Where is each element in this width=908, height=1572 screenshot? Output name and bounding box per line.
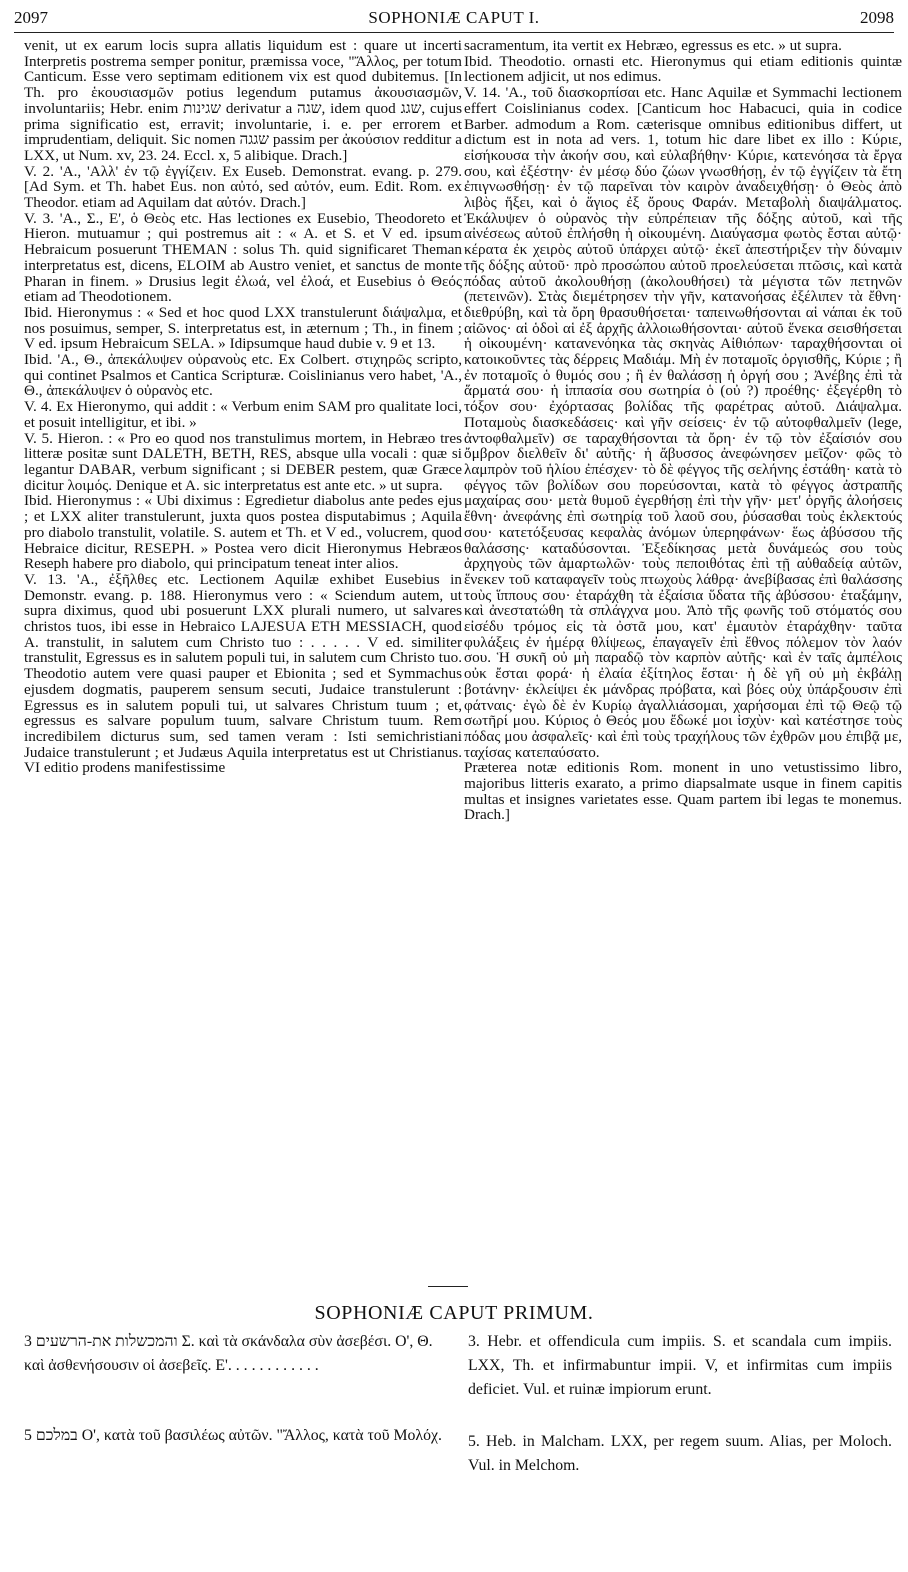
paragraph-9: V. 13. 'Α., ἐξῆλθες etc. Lectionem Aquilæ exhibet Eusebius in Demonstr. evang. p. 188. Hieronymus vero : « Sciendum autem, ut supra diximus, quod ubi posuerunt LXX plurali numero, ut salvares christos tuos, ibi esse in Hebraico LAJESUA ETH MESSIACH, quod A. transtulit, in salutem cum Christo tuo : . . . . . V ed. similiter transtulit, Egressus es in salutem populi tui, in salutem cum Christo tuo. Theodotio autem vere quasi pauper et Ebionita ; sed et Symmachus ejusdem dogmatis, pauperem sensum secuti, Judaice transtulerunt : Egressus es in salutem populi tui, ut salvares Christum tuum ; et, egressus es salvare populum tuum, salvare Christum tuum. Rem incredibilem dicturus sum, sed tamen veram : Isti semichristiani Judaice transtulerunt ; et Judæus Aquila interpretatus est ut Christianus. VI editio prodens manifestissime	[24, 570, 462, 777]
footnote-left-5: במלכם 5 Ο', κατὰ τοῦ βασιλέως αὐτῶν. "Ἄλλος, κατὰ τοῦ Μολόχ.	[24, 1427, 442, 1444]
paragraph-7: V. 5. Hieron. : « Pro eo quod nos transtulimus mortem, in Hebræo tres litteræ positæ sunt DALETH, BETH, RES, absque ulla vocali : quæ si legantur DABAR, verbum significant ; si DEBER pestem, quæ Græce dicitur λοιμός. Denique et A. sic interpretatus est ante etc. » ut supra.	[24, 429, 462, 494]
paragraph-8: Ibid. Hieronymus : « Ubi diximus : Egredietur diabolus ante pedes ejus ; et LXX aliter transtulerunt, juxta quos postea disputabimus ; Aquila pro diabolo transtulit, volatile. S. autem et Th. et V ed., volucrem, quod Hebraice dicitur, RESEPH. » Postea vero dicit Hieronymus Hebræos Reseph habere pro diabolo, qui principatum teneat inter alios.	[24, 492, 462, 573]
running-title: SOPHONIÆ CAPUT I.	[368, 8, 540, 27]
paragraph-3: V. 3. 'Α., Σ., Ε', ὁ Θεὸς etc. Has lectiones ex Eusebio, Theodoreto et Hieron. mutuamur ; qui postremus ait : « A. et S. et V ed. ipsum Hebraicum posuerunt THEMAN : solus Th. quid significaret Theman interpretatus est, dicens, ELOIM ab Austro veniet, et sanctus de monte Pharan in finem. » Drusius legit ἐλωά, vel ἐλοά, et Eusebius ὁ Θεός etiam ad Theodotionem.	[24, 209, 462, 306]
paragraph-13: Præterea notæ editionis Rom. monent in uno vetustissimo libro, majoribus litteris exarato, a primo diapsalmate usque in finem capitis multas et insignes varietates esse. Quam partem ibi legas te monemus. Drach.]	[464, 759, 902, 824]
paragraph-10: sacramentum, ita vertit ex Hebræo, egressus es etc. » ut supra.	[464, 38, 842, 54]
footnote-right-5: 5. Heb. in Malcham. LXX, per regem suum. Alias, per Moloch. Vul. in Melchom.	[468, 1433, 892, 1474]
footnote-left-3: והמכשלות את-הרשעים 3 Σ. καὶ τὰ σκάνδαλα σὺν ἀσεβέσι. Ο', Θ. καὶ ἀσθενήσουσιν οἱ ἀσεβεῖς. Ε'. . . . . . . . . . . .	[24, 1333, 433, 1374]
section-title: SOPHONIÆ CAPUT PRIMUM.	[314, 1302, 594, 1324]
page-header	[14, 8, 894, 33]
section-divider	[428, 1286, 468, 1287]
left-column	[24, 38, 462, 1266]
paragraph-11: Ibid. Theodotio. ornasti etc. Hieronymus qui etiam editionis quintæ lectionem adjicit, ut nos edimus.	[464, 52, 902, 86]
page-number-right: 2098	[860, 8, 894, 27]
paragraph-12: V. 14. 'Α., τοῦ διασκορπίσαι etc. Hanc Aquilæ et Symmachi lectionem effert Coislinianus codex. [Canticum hoc Habacuci, quia in codice Barber. admodum a Rom. cæterisque omnibus editionibus differt, ut dictum est in nota ad vers. 1, totum hic dare libet ex illo : Κύριε, εἰσήκουσα τὴν ἀκοήν σου, καὶ εὐλαβήθην· Κύριε, κατενόησα τὰ ἔργα σου, καὶ ἐξέστην· ἐν μέσῳ δύο ζώων γνωσθήσῃ, ἐν τῷ ἐγγίζειν τὰ ἔτη ἐπιγνωσθήσῃ· ἐν τῷ παρεῖναι τὸν καιρὸν ἀναδειχθήσῃ· ὁ Θεὸς ἀπὸ λιβὸς ἥξει, καὶ ὁ ἅγιος ἐξ ὄρους Φαράν. Μεταβολὴ διαψάλματος. Ἐκάλυψεν ὁ οὐρανὸς τὴν εὐπρέπειαν τῆς δόξης αὐτοῦ, καὶ τῆς αἰνέσεως αὐτοῦ ἐπλήσθη ἡ οἰκουμένη. Διαύγασμα φωτὸς ἔσται αὐτῷ· κέρατα ἐκ χειρὸς αὐτοῦ ὑπάρχει αὐτῷ· ἐκεῖ ἀπεστήριξεν τὴν δύναμιν τῆς δόξης αὐτοῦ· πρὸ προσώπου αὐτοῦ προελεύσεται πτῶσις, καὶ κατὰ πόδας αὐτοῦ ἀκολουθήσῃ (ἀκολουθήσει) τὰ μέγιστα τῶν πετηνῶν (πετεινῶν). Στὰς διεμέτρησεν τὴν γῆν, κατανοήσας ἐξέλιπεν τὰ ἔθνη· διεθρύβη, καὶ τὰ ὄρη θρασυθήσεται· ταπεινωθήσονται αἱ νάπαι ἐκ τοῦ αἰῶνος· αἱ ὁδοὶ αἱ ἐξ ἀρχῆς ἀλλοιωθήσονται· αὐτοῦ ἕνεκα σεισθήσεται ἡ οἰκουμένη· κατανενόηκα τὰς σκηνὰς Αἰθιόπων· ταραχθήσονται οἱ κατοικοῦντες τὰς δέρρεις Μαδιάμ. Μὴ ἐν ποταμοῖς ὀργισθῆς, Κύριε ; ἢ ἐν ποταμοῖς ὁ θυμός σου ; ἢ ἐν θαλάσσῃ ἡ ὀργή σου ; Ἀνέβης ἐπὶ τὰ ἅρματά σου· ἡ ἱππασία σου σωτηρία ὁ (οὐ ?) προέθης· ἐξεγέρθη τὸ τόξον σου· ἐχόρτασας βολίδας τῆς φαρέτρας αὐτοῦ. Διάψαλμα. Ποταμοὺς διασκεδάσεις· καὶ γῆν σείσεις· ἐν τῷ αὐτοφθαλμεῖν (lege, ἀντοφθαλμεῖν) σε ταραχθήσονται τὰ ὄρη· ἐν τῷ τὸν ἐξαίσιόν σου ὄμβρον διελθεῖν δι' αὐτῆς· ἡ ἄβυσσος ἀνεφώνησεν μεῖζον· φῶς τὸ λαμπρὸν τοῦ ἡλίου ἐπέσχεν· τὸ δὲ φέγγος τῆς σελήνης ἐστάθη· κατὰ τὸ φέγγος τῶν βολίδων σου πορεύσονται, κατὰ τὸ φέγγος ἀστραπῆς μαχαίρας σου· μετὰ θυμοῦ ἐγερθήσῃ ἐπὶ τὴν γῆν· μετ' ὀργῆς ἀλοήσεις ἔθνη· ἀνεφάνης ἐπὶ σωτηρίᾳ τοῦ λαοῦ σου, ῥύσασθαι τοὺς ἐκλεκτούς σου· κατετόξευσας κεφαλὰς ἀνόμων ὑπερηφάνων· ἕως ἀβύσσου τῆς θαλάσσης· καταδύσονται. Ἐξεδίκησας μετὰ δυνάμεώς σου τοὺς ἀρχηγοὺς τῶν ἁμαρτωλῶν· τοὺς πεποιθότας ἐπὶ τῇ αὐθαδείᾳ αὐτῶν, ἕνεκεν τοῦ καταφαγεῖν τοὺς πτωχοὺς λάθρᾳ· ἀνεβίβασας ἐπὶ θαλάσσης τοὺς ἵππους σου· ἐταράχθη τὰ ἐξαίσια ὕδατα τῆς ἀβύσσου· ἐταξάμην, καὶ ἀνεστατώθη τὰ σπλάγχνα μου. Ἀπὸ τῆς φωνῆς τοῦ στόματός σου εἰσέδυ τρόμος εἰς τὰ ὀστᾶ μου, κατ' ἐμαυτὸν ἐταράχθην· ταῦτα φυλάξεις ἐν ἡμέρᾳ θλίψεως, ἐπαγαγεῖν ἐπὶ ἔθνος πόλεμον τὸν λαόν σου. Ἡ συκῆ οὐ μὴ παραδῷ τὸν καρπὸν αὐτῆς· καὶ ἐν ταῖς ἀμπέλοις οὐκ ἔσται φορά· ἡ ἐλαία ἐξίτηλος ἔσται· ἡ δὲ γῆ οὐ μὴ ἐκβάλῃ βοτάνην· ἐκλείψει ἐκ μάνδρας πρόβατα, καὶ βόες οὐχ ὑπάρξουσιν ἐπὶ φάτναις· ἐγὼ δὲ ἐν Κυρίῳ ἀγαλλιάσομαι, χαρήσομαι ἐπὶ τῷ Θεῷ τῷ σωτῆρί μου. Κύριος ὁ Θεός μου ἔδωκέ μοι ἰσχὺν· καὶ κατέστησε τοὺς πόδας μου ἀσφαλεῖς· καὶ ἐπὶ τοὺς τραχήλους τῶν ἐχθρῶν μου ἐπιβᾷ με, ταχίσας κατεπαύσατο.	[464, 84, 902, 761]
right-column	[464, 38, 902, 1266]
paragraph-2: V. 2. 'Α., 'Αλλ' ἐν τῷ ἐγγίζειν. Ex Euseb. Demonstrat. evang. p. 279. [Ad Sym. et Th. habet Eus. non αὐτό, sed αὐτόν, eum. Edit. Rom. ex Theodor. etiam ad Aquilam dat αὐτόν. Drach.]	[24, 162, 462, 212]
paragraph-1: venit, ut ex earum locis supra allatis liquidum est : quare ut incerti Interpretis postrema semper ponitur, præmissa voce, "Ἄλλος, per totum Canticum. Esse vero septimam editionem vix est quod dubitemus. [In Th. pro ἑκουσιασμῶν potius legendum putamus ἀκουσιασμῶν, involuntariis; Hebr. enim שגינות derivatur a שגה, idem quod שגג, cujus prima significatio est, erravit; involuntarie, i. e. per errorem et imprudentiam, deliquit. Sic nomen שגגה passim per ἀκούσιον redditur a LXX, ut Num. xv, 23. 24. Eccl. x, 5 alibique. Drach.]	[24, 38, 462, 164]
footnote-right-3: 3. Hebr. et offendicula cum impiis. S. et scandala cum impiis. LXX, Th. et infirmabuntur impii. V, et infirmitas cum impiis deficiet. Vul. et ruinæ impiorum erunt.	[468, 1333, 892, 1398]
paragraph-4: Ibid. Hieronymus : « Sed et hoc quod LXX transtulerunt διάψαλμα, et nos posuimus, semper, S. interpretatus est, in æternum ; Th., in finem ; V ed. ipsum Hebraicum SELA. » Idipsumque haud dubie v. 9 et 13.	[24, 303, 462, 353]
paragraph-6: V. 4. Ex Hieronymo, qui addit : « Verbum enim SAM pro qualitate loci, et posuit intelligitur, et ibi. »	[24, 398, 462, 431]
paragraph-5: Ibid. 'Α., Θ., ἀπεκάλυψεν οὐρανοὺς etc. Ex Colbert. στιχηρῶς scripto, qui continet Psalmos et Cantica Scripturæ. Coislinianus vero habet, 'Α., Θ., ἀπεκάλυψεν ὁ οὐρανὸς etc.	[24, 351, 462, 400]
page-number-left: 2097	[14, 8, 48, 27]
